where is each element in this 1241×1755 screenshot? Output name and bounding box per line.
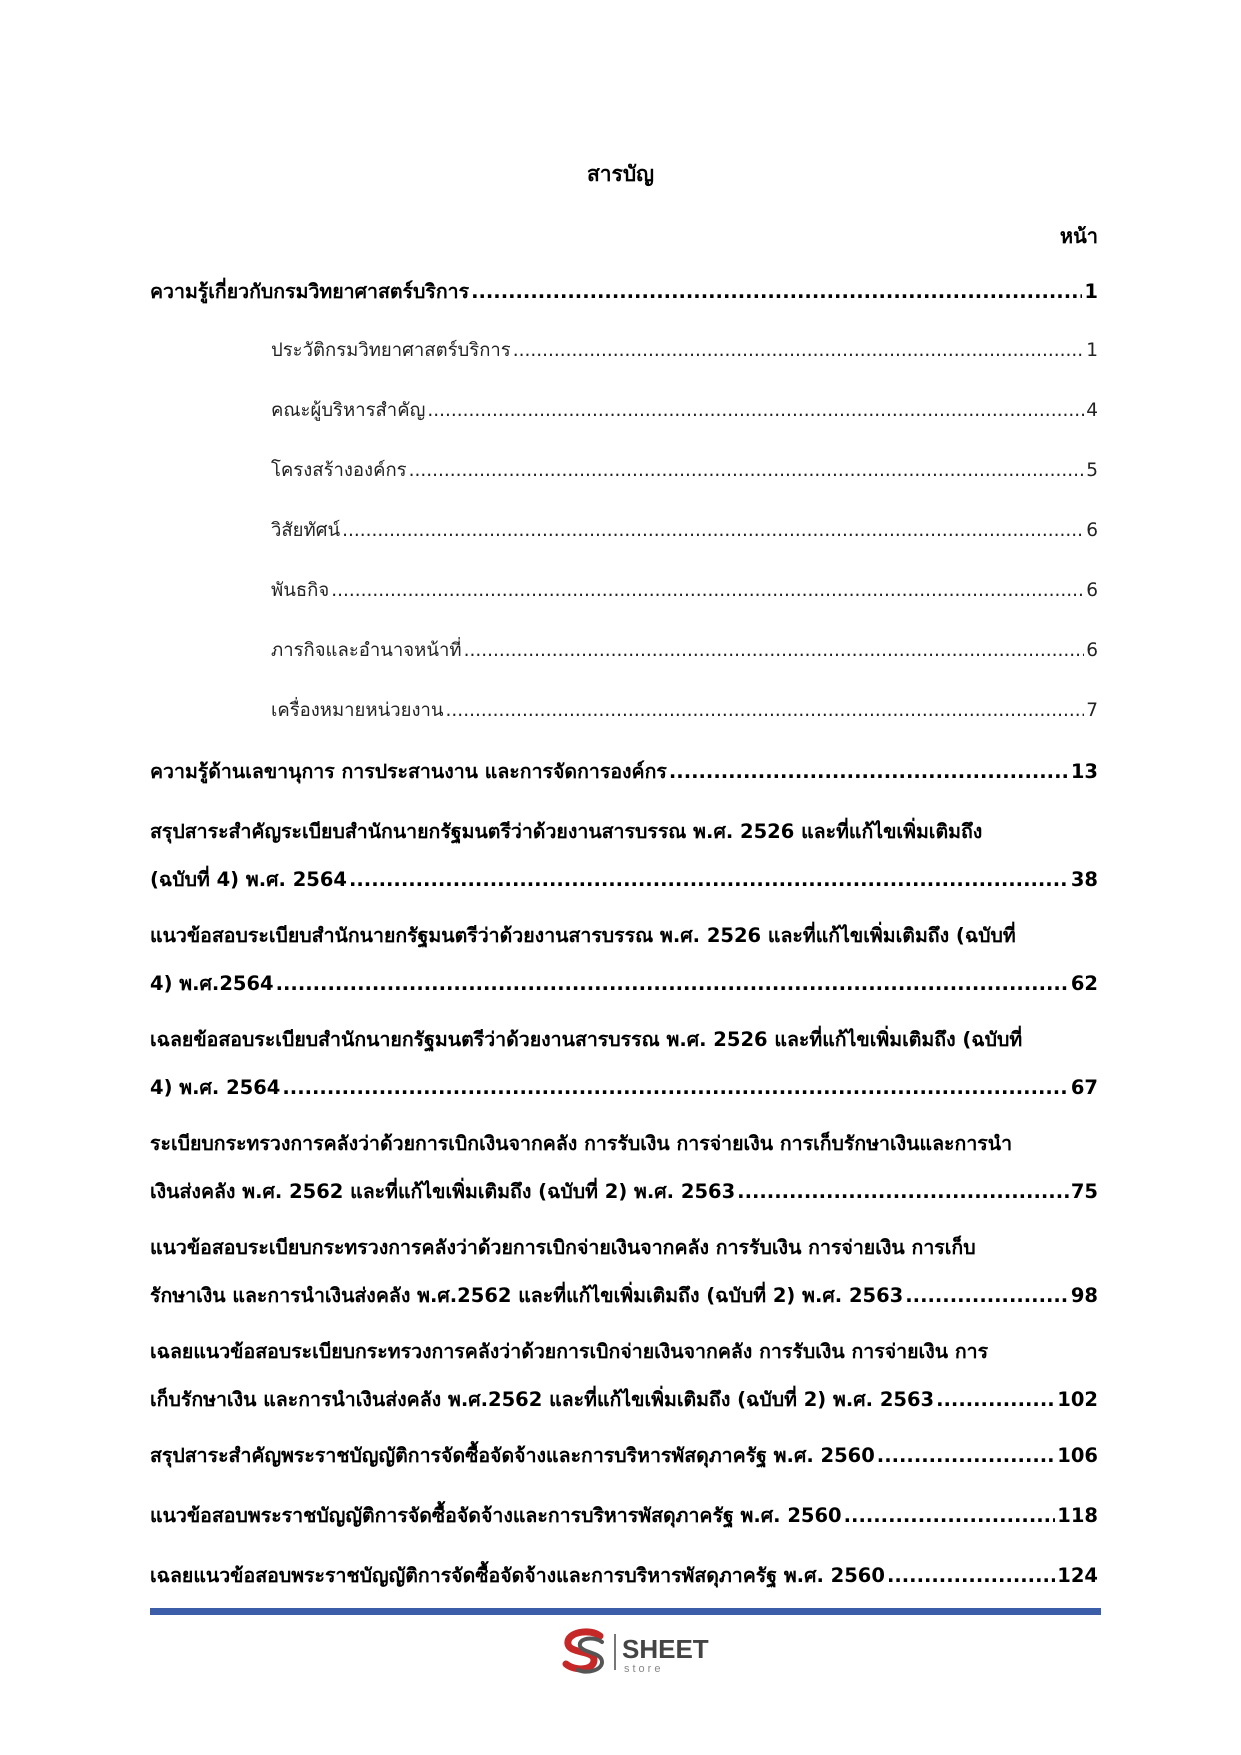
footer-rule [150,1608,1101,1615]
toc-entry-title: แนวข้อสอบพระราชบัญญัติการจัดซื้อจัดจ้างและการบริหารพัสดุภาครัฐ พ.ศ. 2560 [150,1504,842,1527]
toc-entry-page: 124 [1057,1564,1098,1587]
toc-entry-title: เฉลยแนวข้อสอบพระราชบัญญัติการจัดซื้อจัดจ้างและการบริหารพัสดุภาครัฐ พ.ศ. 2560 [150,1564,885,1587]
sheet-store-logo [560,1626,740,1678]
dot-leader [877,1444,1055,1467]
toc-subentry-page: 1 [1086,340,1098,361]
toc-entry-page: 102 [1057,1388,1098,1411]
toc-subentry[interactable] [150,456,1098,516]
toc-entry-page: 13 [1070,760,1098,783]
toc-subentry[interactable] [150,576,1098,636]
logo-sub: store [624,1663,664,1675]
toc-subentry-page: 4 [1086,400,1098,421]
toc-entry-title-line2: (ฉบับที่ 4) พ.ศ. 2564 [150,868,347,891]
toc-subentry[interactable] [150,636,1098,696]
dot-leader [471,280,1082,303]
toc-subentry-title: วิสัยทัศน์ [271,520,341,541]
toc-subentry-title: ภารกิจและอำนาจหน้าที่ [271,640,462,661]
sheet-store-logo-icon [560,1626,740,1678]
toc-subentry-title: คณะผู้บริหารสำคัญ [271,400,426,421]
toc-entry-page: 38 [1070,868,1098,891]
toc-entry[interactable] [150,756,1098,816]
toc-entry-title-line1: เฉลยข้อสอบระเบียบสำนักนายกรัฐมนตรีว่าด้วยงานสารบรรณ พ.ศ. 2526 และที่แก้ไขเพิ่มเติมถึง (ฉบับที่ [150,1028,1023,1051]
dot-leader [669,760,1069,783]
toc-entry-page: 118 [1057,1504,1098,1527]
toc-entry[interactable] [150,1128,1098,1232]
toc-subentry-page: 7 [1086,700,1098,721]
toc-entry-title-line2: รักษาเงิน และการนำเงินส่งคลัง พ.ศ.2562 และที่แก้ไขเพิ่มเติมถึง (ฉบับที่ 2) พ.ศ. 2563 [150,1284,904,1307]
toc-entry[interactable] [150,816,1098,920]
toc-subentry-title: เครื่องหมายหน่วยงาน [271,700,444,721]
toc-entry[interactable] [150,1232,1098,1336]
toc-entry-title-line1: เฉลยแนวข้อสอบระเบียบกระทรวงการคลังว่าด้วยการเบิกจ่ายเงินจากคลัง การรับเงิน การจ่ายเงิน การ [150,1340,989,1363]
dot-leader [464,640,1085,661]
toc-subentry[interactable] [150,396,1098,456]
toc-subentry-page: 6 [1086,640,1098,661]
toc-entry-title-line2: เงินส่งคลัง พ.ศ. 2562 และที่แก้ไขเพิ่มเติมถึง (ฉบับที่ 2) พ.ศ. 2563 [150,1180,736,1203]
toc-entry-page: 62 [1070,972,1098,995]
toc-subentry-title: พันธกิจ [271,580,330,601]
toc-entry-page: 106 [1057,1444,1098,1467]
toc-entry-page: 1 [1084,280,1098,303]
toc-entry-title-line2: เก็บรักษาเงิน และการนำเงินส่งคลัง พ.ศ.2562 และที่แก้ไขเพิ่มเติมถึง (ฉบับที่ 2) พ.ศ. 2563 [150,1388,935,1411]
toc-entry-title-line1: ระเบียบกระทรวงการคลังว่าด้วยการเบิกเงินจากคลัง การรับเงิน การจ่ายเงิน การเก็บรักษาเงินและการนำ [150,1132,1013,1155]
toc-subentry[interactable] [150,696,1098,756]
toc-entry-page: 75 [1070,1180,1098,1203]
toc-entry-title: สรุปสาระสำคัญพระราชบัญญัติการจัดซื้อจัดจ้างและการบริหารพัสดุภาครัฐ พ.ศ. 2560 [150,1444,875,1467]
toc-entry-title: ความรู้เกี่ยวกับกรมวิทยาศาสตร์บริการ [150,280,470,303]
toc-entry-title: ความรู้ด้านเลขานุการ การประสานงาน และการจัดการองค์กร [150,760,667,783]
dot-leader [844,1504,1056,1527]
table-of-contents [150,276,1098,1620]
toc-entry-page: 98 [1070,1284,1098,1307]
toc-subentry-page: 6 [1086,580,1098,601]
toc-entry[interactable] [150,1500,1098,1560]
dot-leader [342,520,1084,541]
toc-entry[interactable] [150,1024,1098,1128]
dot-leader [427,400,1084,421]
toc-entry-page: 67 [1070,1076,1098,1099]
toc-entry[interactable] [150,920,1098,1024]
toc-subentry-page: 5 [1086,460,1098,481]
dot-leader [282,1076,1068,1099]
page-column-label: หน้า [1059,224,1098,248]
toc-entry[interactable] [150,1440,1098,1500]
toc-entry[interactable] [150,1336,1098,1440]
toc-entry-title-line2: 4) พ.ศ. 2564 [150,1076,281,1099]
toc-title: สารบัญ [586,162,655,186]
dot-leader [513,340,1084,361]
toc-subentry-title: ประวัติกรมวิทยาศาสตร์บริการ [271,340,511,361]
toc-entry-title-line1: แนวข้อสอบระเบียบสำนักนายกรัฐมนตรีว่าด้วยงานสารบรรณ พ.ศ. 2526 และที่แก้ไขเพิ่มเติมถึง (ฉบับที่ [150,924,1016,947]
toc-subentry-page: 6 [1086,520,1098,541]
dot-leader [331,580,1084,601]
toc-subentry[interactable] [150,336,1098,396]
toc-entry-title-line1: แนวข้อสอบระเบียบกระทรวงการคลังว่าด้วยการเบิกจ่ายเงินจากคลัง การรับเงิน การจ่ายเงิน การเก็บ [150,1236,976,1259]
dot-leader [887,1564,1055,1587]
dot-leader [905,1284,1069,1307]
toc-subentry[interactable] [150,516,1098,576]
toc-entry-title-line2: 4) พ.ศ.2564 [150,972,274,995]
dot-leader [276,972,1069,995]
dot-leader [446,700,1085,721]
logo-word: SHEET [622,1634,709,1664]
dot-leader [737,1180,1069,1203]
dot-leader [349,868,1069,891]
toc-entry[interactable] [150,276,1098,336]
dot-leader [936,1388,1055,1411]
toc-entry-title-line1: สรุปสาระสำคัญระเบียบสำนักนายกรัฐมนตรีว่าด้วยงานสารบรรณ พ.ศ. 2526 และที่แก้ไขเพิ่มเติมถึง [150,820,983,843]
dot-leader [409,460,1085,481]
toc-subentry-title: โครงสร้างองค์กร [271,460,407,481]
